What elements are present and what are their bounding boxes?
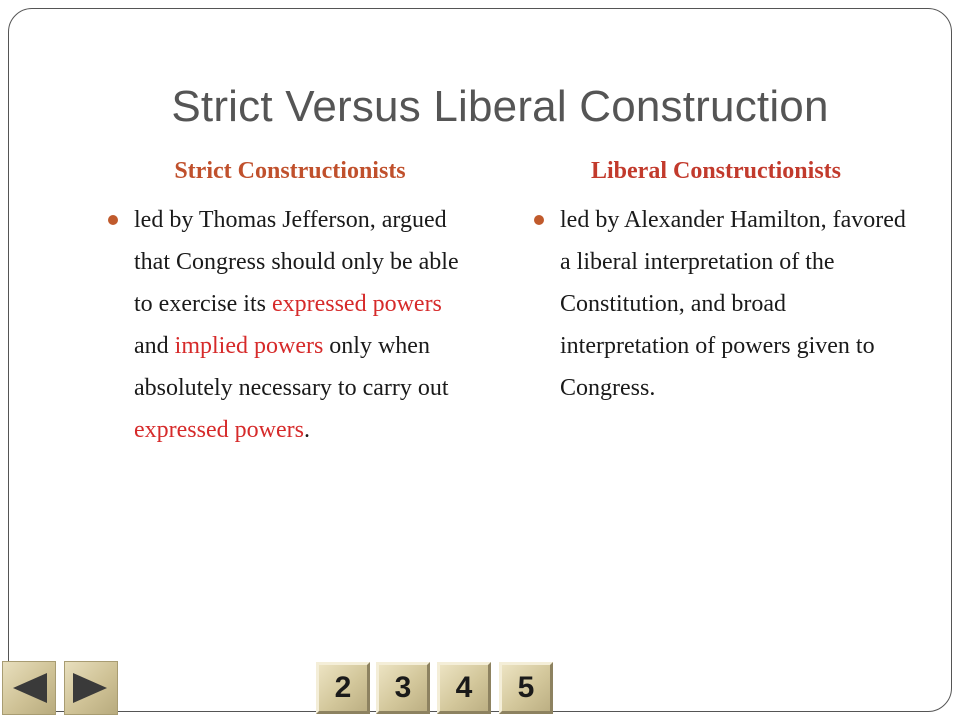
page-3-button[interactable]: 3 [376, 662, 430, 714]
bullet-dot-icon [534, 215, 544, 225]
bullet-text: led by Alexander Hamilton, favored a liberal interpretation of the Constitution, and broad interpretation of powers given to Congress. [560, 207, 906, 401]
page-5-button[interactable]: 5 [499, 662, 553, 714]
bullet-dot-icon [108, 215, 118, 225]
page-4-button[interactable]: 4 [437, 662, 491, 714]
strict-constructionists-bullet [100, 199, 480, 451]
text-segment: . [303, 417, 310, 443]
text-segment: led by Thomas Jefferson, argued that Congress should only be able to exercise its [134, 207, 459, 317]
liberal-constructionists-bullet [526, 199, 906, 409]
highlight-expressed-powers: expressed powers [134, 417, 304, 443]
back-button[interactable] [2, 661, 56, 715]
text-segment: only when absolutely necessary to carry out [134, 333, 449, 401]
slide-title: Strict Versus Liberal Construction [171, 82, 829, 131]
strict-constructionists-column [100, 158, 480, 451]
triangle-left-icon [7, 670, 51, 706]
forward-button[interactable] [64, 661, 118, 715]
bullet-text [134, 207, 459, 443]
page-2-button[interactable]: 2 [316, 662, 370, 714]
text-segment: and [134, 333, 175, 359]
triangle-right-icon [69, 670, 113, 706]
liberal-constructionists-heading: Liberal Constructionists [590, 158, 841, 184]
highlight-expressed-powers: expressed powers [271, 291, 442, 317]
highlight-implied-powers: implied powers [174, 333, 324, 359]
strict-constructionists-heading: Strict Constructionists [174, 158, 406, 184]
liberal-constructionists-column [526, 158, 906, 409]
